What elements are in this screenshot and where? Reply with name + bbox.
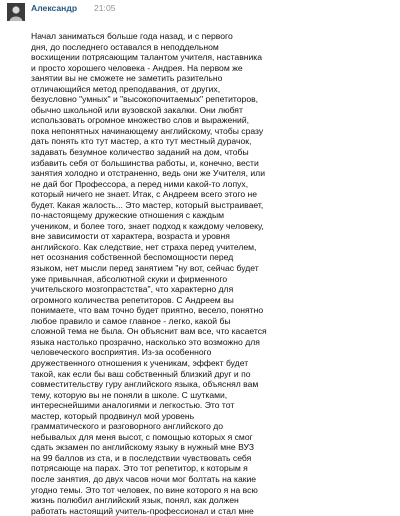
message-line: совместительству гуру английского языка, объяснял вам [31,379,259,390]
message-line: человеческого восприятия. Из-за особенного [31,347,212,358]
message-line: работать настоящий учитель-профессионал и стал мне [31,505,254,516]
message-line: угодно темы. Это тот человек, по вине которого я на всю [31,484,258,495]
message-line: такой, как если бы ваш собственный близкий друг и по [31,368,251,379]
user-avatar[interactable] [7,3,25,21]
message-line: после занятия, до двух часов ночи мог болтать на какие [31,473,257,484]
message-line: использовать огромное множество слов и выражений, [31,115,250,126]
message-line: задавать безумное количество заданий на дом, чтобы [31,147,249,158]
message-line: жизнь полюбил английский язык, понял, как должен [31,495,239,506]
message-line: занятия холодно и отстраненно, ведь они же Учителя, или [31,168,265,179]
message-line: дня, до последнего оставался в неподдельном [31,41,219,52]
message-line: сложной тема не была. Он объяснит вам все, что касается [31,326,267,337]
message-line: языка настолько прозрачно, насколько это возможно для [31,336,260,347]
message-line: английского. Как следствие, нет страха перед учителем, [31,241,257,252]
message-line: небывалых для меня высот, с помощью которых я смог [31,431,253,442]
message-line: сдать экзамен по английскому языку в нужный мне ВУЗ [31,442,255,453]
message-line: избавить себя от большинства работы, и, конечно, вести [31,157,259,168]
message-line: безусловно "умных" и "высокопочитаемых" репетиторов, [31,94,259,105]
message-line: пока непонятных начинающему английскому, чтобы сразу [31,125,264,136]
message-line: отличающийся метод преподавания, от других, [31,83,221,94]
message-line: восхищении потрясающим талантом учителя, наставника [31,52,263,63]
message-line: который ничего не знает. Итак, с Андреем всего этого не [31,189,258,200]
message-line: обычно школьной или вузовской закалки. Они любят [31,104,243,115]
message-line: будет. Какая жалость... Это мастер, который выстраивает, [31,199,264,210]
message-line: тему, которую вы не поняли в школе. С шутками, [31,389,228,400]
message-text [31,31,388,516]
message-line: уже привычная, абсолютной скуки и фирменного [31,273,228,284]
message-line: любое правило и самое главное - легко, какой бы [31,315,231,326]
message-line: потрясающе на парах. Это тот репетитор, к которым я [31,463,248,474]
message-line: огромного количества репетиторов. С Андреем вы [31,294,234,305]
author-name[interactable]: Александр [31,3,78,13]
avatar-portrait-icon [7,3,25,21]
message-line: учеником, и более того, знает подход к каждому человеку, [31,220,264,231]
message-line: понимаете, что вам точно будет приятно, весело, понятно [31,305,264,316]
message-line: мастер, который продвинул мой уровень [31,410,195,421]
post-time[interactable]: 21:05 [94,3,116,13]
message-line: интереснейшими аналогиями и легкостью. Это тот [31,400,235,411]
message-line: на 99 баллов из ста, и в последствии чувствовать себя [31,452,252,463]
message-line: языком, нет мысли перед занятием "ну вот, сейчас будет [31,263,259,274]
message-line: занятии вы не сможете не заметить разительно [31,73,223,84]
message-line: дружественного отношения к ученикам, эффект будет [31,357,249,368]
message-line: не дай бог Профессора, а перед ними какой-то лопух, [31,178,249,189]
message-line: нет осознания собственной беспомощности перед [31,252,234,263]
message-line: Начал заниматься больше года назад, и с первого [31,31,233,41]
message-line: по-настоящему дружеские отношения с каждым [31,210,225,221]
message-line: дать понять кто тут мастер, а кто тут местный дурачок, [31,136,252,147]
message-line: грамматического и разговорного английского до [31,421,224,432]
message-line: и просто хорошего человека - Андрея. На первом же [31,62,243,73]
message-line: учительского мозгопрастства", что характерно для [31,284,234,295]
post-header [0,0,400,20]
message-line: вне зависимости от характера, возраста и уровня [31,231,230,242]
